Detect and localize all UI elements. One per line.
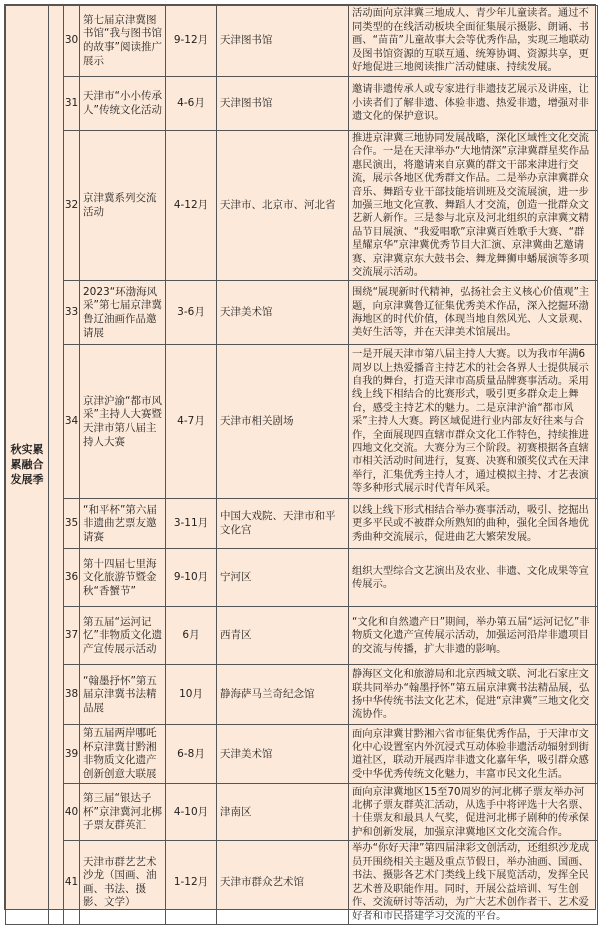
table-row bbox=[6, 345, 598, 499]
table-row bbox=[6, 725, 598, 784]
row-number: 35 bbox=[64, 499, 80, 549]
activity-name: “和平杯”第六届非遗曲艺票友邀请赛 bbox=[80, 499, 166, 549]
row-number: 38 bbox=[64, 665, 80, 725]
row-number: 31 bbox=[64, 77, 80, 131]
activity-name: 天津市“小小传承人”传统文化活动 bbox=[80, 77, 166, 131]
row-number: 41 bbox=[64, 841, 80, 924]
activity-venue: 天津图书馆 bbox=[217, 6, 349, 77]
row-number: 40 bbox=[64, 784, 80, 841]
activity-description: 邀请非遗传承人或专家进行非遗技艺展示及讲座，让小读者们了解非遗、体验非遗、热爱非遗，增强对非遗文化的保护意识。 bbox=[349, 77, 598, 131]
activity-venue: 天津市群众艺术馆 bbox=[217, 841, 349, 924]
activity-time: 9-10月 bbox=[166, 549, 217, 607]
activity-time: 4-6月 bbox=[166, 77, 217, 131]
row-number: 37 bbox=[64, 607, 80, 665]
blank-column bbox=[49, 6, 64, 925]
table-row bbox=[6, 281, 598, 345]
activity-name: 第七届京津冀图书馆“我与图书馆的故事”阅读推广展示 bbox=[80, 6, 166, 77]
activity-name: “翰墨抒怀”第五届京津冀书法精品展 bbox=[80, 665, 166, 725]
activity-name: 第五届“运河记忆”非物质文化遗产宣传展示活动 bbox=[80, 607, 166, 665]
row-number: 39 bbox=[64, 725, 80, 784]
activity-venue: 中国大戏院、天津市和平文化宫 bbox=[217, 499, 349, 549]
activity-time: 3-6月 bbox=[166, 281, 217, 345]
activity-description: 面向京津冀甘黔湘六省市征集优秀作品，于天津市文化中心设置室内外沉浸式互动体验非遗活动辐射到街道社区，联动开展西岸非遗文化嘉年华，吸引群众感受中华优秀传统文化魅力，丰富市民文化生活。 bbox=[349, 725, 598, 784]
season-label: 秋实累累融合发展季 bbox=[6, 6, 49, 925]
activity-name: 2023“环渤海风采”第七届京津冀鲁辽油画作品邀请展 bbox=[80, 281, 166, 345]
table-row bbox=[6, 6, 598, 77]
activity-venue: 天津图书馆 bbox=[217, 77, 349, 131]
row-number: 30 bbox=[64, 6, 80, 77]
activity-venue: 静海萨马兰奇纪念馆 bbox=[217, 665, 349, 725]
activity-time: 4-12月 bbox=[166, 131, 217, 281]
activity-description: 推进京津冀三地协同发展战略，深化区域性文化交流合作。一是在天津举办“大地情深”京津冀群星奖作品惠民演出，将邀请来自京冀的群文干部来津进行交流，展示各地区优秀群文作品。二是举办京津冀群众音乐、舞蹈专业干部技能培训班及交流展演，进一步加强三地文化宣教、舞蹈人才交流，创造一批群众文艺新人新作。三是参与北京及河北组织的京津冀文精品节目展演、“我爱唱歌”京津冀百姓歌手大赛、“群星耀京华”京津冀优秀节目大汇演、京津冀曲艺邀请赛、京津冀京东大鼓书会、舞龙舞狮申蟠展演等多项交流展示活动。 bbox=[349, 131, 598, 281]
activity-name: 天津市群艺艺术沙龙（国画、油画、书法、摄影、文学） bbox=[80, 841, 166, 924]
activity-description: 一是开展天津市第八届主持人大赛。以为我市年满6周岁以上热爱播音主持艺术的社会各界人士提供展示自我的舞台，打造天津市高质量品牌赛事活动。采用线上线下相结合的比赛形式，吸引更多群众走上舞台，感受主持艺术的魅力。二是京津沪渝“都市风采”主持人大赛。跨区域促进行业内部友好往来与合作，全面展现四直辖市群众文化工作特色，持续推进四地文化交流。大赛分为三个阶段。初赛根据各直辖市相关活动时间进行，复赛、决赛和颁奖仪式在天津举行，汇集优秀主持人才，通过模拟主持、才艺表演等多种形式展示时代青年风采。 bbox=[349, 345, 598, 499]
table-row bbox=[6, 665, 598, 725]
activity-name: 京津冀系列交流活动 bbox=[80, 131, 166, 281]
activity-time: 6月 bbox=[166, 607, 217, 665]
row-number: 36 bbox=[64, 549, 80, 607]
activity-venue: 宁河区 bbox=[217, 549, 349, 607]
activity-description: 活动面向京津冀三地成人、青少年儿童读者。通过不同类型的在线活动板块全面征集展示摄影、朗诵、书画、“苗苗”儿童故事大会等优秀作品，实现三地联动及图书馆资源的互联互通、统筹协调、资源共享，更好地促进三地阅读推广活动健康、持续发展。 bbox=[349, 6, 598, 77]
program-table-sheet bbox=[4, 4, 596, 922]
activity-venue: 天津美术馆 bbox=[217, 281, 349, 345]
activity-description: 组织大型综合文艺演出及农业、非遗、文化成果等宣传展示。 bbox=[349, 549, 598, 607]
activity-name: 第十四届七里海文化旅游节暨金秋“香蟹节” bbox=[80, 549, 166, 607]
activity-time: 3-11月 bbox=[166, 499, 217, 549]
activity-description: 以线上线下形式相结合举办赛事活动，吸引、挖掘出更多平民或不被群众所熟知的曲种，强化全国各地优秀曲种交流展示，促进曲艺大繁荣发展。 bbox=[349, 499, 598, 549]
activity-venue: 天津市、北京市、河北省 bbox=[217, 131, 349, 281]
activity-description: 围绕“展现新时代精神，弘扬社会主义核心价值观”主题，向京津冀鲁辽征集优秀美术作品，深入挖掘环渤海地区的时代价值，体现当地自然风光、人文景观、美好生活等，并在天津美术馆展出。 bbox=[349, 281, 598, 345]
activity-description: 举办“你好天津”第四届津彩文创活动，还组织沙龙成员开围绕相关主题及重点节假日，举办油画、国画、书法、摄影各艺术门类线上线下展览活动，发挥全民艺术普及职能作用。同时，开展公益培训、写生创作、交流研讨等活动，为广大艺术创作者干、艺术爱好者和市民搭建学习交流的平台。 bbox=[349, 841, 598, 924]
table-row bbox=[6, 841, 598, 924]
row-number: 32 bbox=[64, 131, 80, 281]
table-row bbox=[6, 549, 598, 607]
activity-name: 第五届两岸哪吒杯京津冀甘黔湘非物质文化遗产创新创意大联展 bbox=[80, 725, 166, 784]
table-row bbox=[6, 131, 598, 281]
activity-time: 10月 bbox=[166, 665, 217, 725]
activity-time: 4-7月 bbox=[166, 345, 217, 499]
activity-time: 1-12月 bbox=[166, 841, 217, 924]
table-row bbox=[6, 784, 598, 841]
activity-time: 6-8月 bbox=[166, 725, 217, 784]
row-number: 33 bbox=[64, 281, 80, 345]
table-row bbox=[6, 499, 598, 549]
activity-venue: 西青区 bbox=[217, 607, 349, 665]
table-row bbox=[6, 607, 598, 665]
activity-name: 京津沪渝“都市风采”主持人大赛暨天津市第八届主持人大赛 bbox=[80, 345, 166, 499]
activity-venue: 津南区 bbox=[217, 784, 349, 841]
table-row bbox=[6, 77, 598, 131]
activity-description: “文化和自然遗产日”期间，举办第五届“运河记忆”非物质文化遗产宣传展示活动，加强运河沿岸非遗项目的交流与传播，扩大非遗的影响。 bbox=[349, 607, 598, 665]
row-number: 34 bbox=[64, 345, 80, 499]
activity-time: 9-12月 bbox=[166, 6, 217, 77]
activity-name: 第三届“银达子杯”京津冀河北梆子票友群英汇 bbox=[80, 784, 166, 841]
program-table bbox=[5, 5, 598, 925]
activity-time: 4-10月 bbox=[166, 784, 217, 841]
activity-description: 面向京津冀地区15至70周岁的河北梆子票友举办河北梆子票友群英汇活动，从选手中将评选十大名票、十佳票友和最具人气奖，促进河北梆子剧种的传承保护和创新发展，加强京津冀地区文化交流合作。 bbox=[349, 784, 598, 841]
activity-venue: 天津美术馆 bbox=[217, 725, 349, 784]
activity-venue: 天津市相关剧场 bbox=[217, 345, 349, 499]
activity-description: 静海区文化和旅游局和北京西城文联、河北石家庄文联共同举办“翰墨抒怀”第五届京津冀书法精品展，弘扬中华传统书法文化艺术，促进“京津冀”三地文化交流协作。 bbox=[349, 665, 598, 725]
